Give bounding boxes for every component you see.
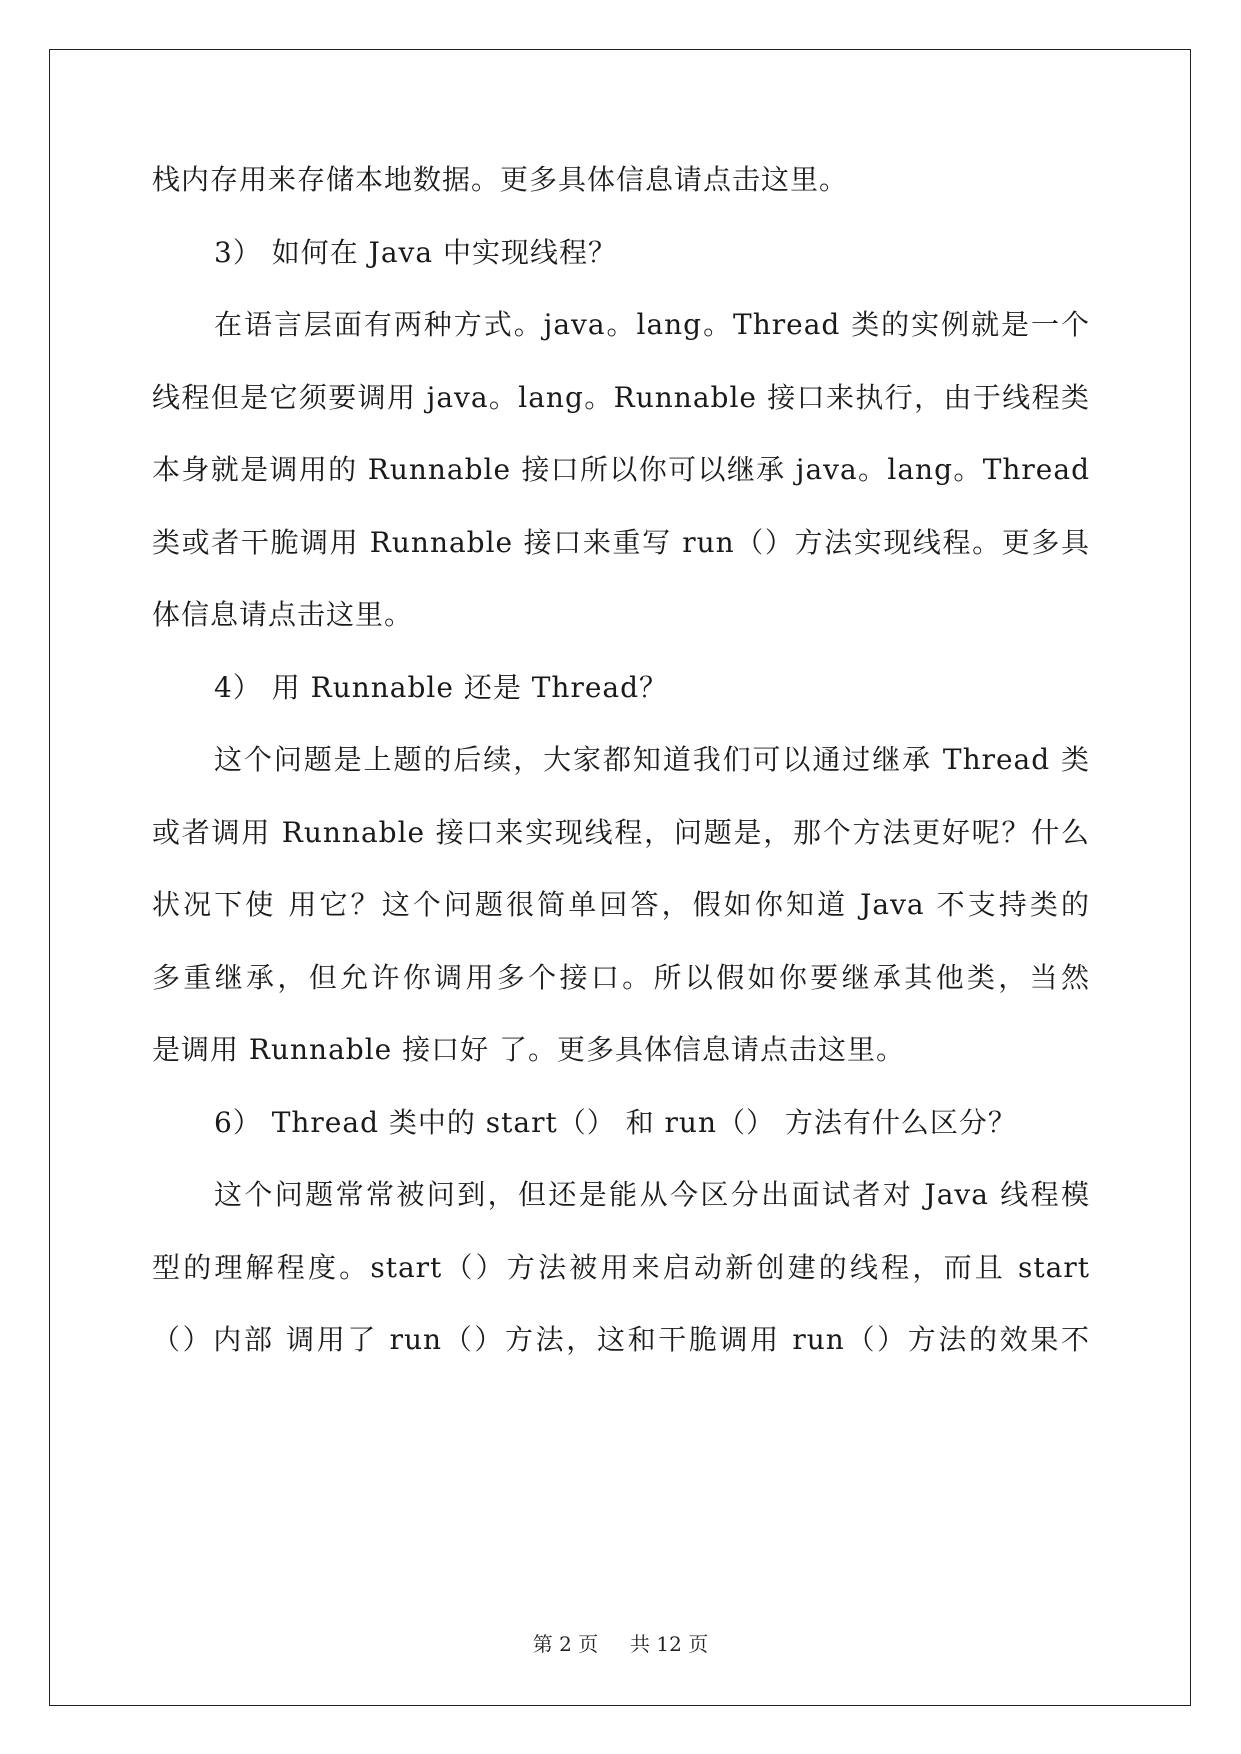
paragraph-line: 线程但是它须要调用 java。lang。Runnable 接口来执行，由于线程类 [152, 381, 1090, 414]
paragraph-line: （）内部 调用了 run（）方法，这和干脆调用 run（）方法的效果不 [152, 1323, 1090, 1356]
page-border [49, 49, 1191, 1706]
section-heading: 6） Thread 类中的 start（） 和 run（） 方法有什么区分？ [214, 1106, 1017, 1139]
page-total: 共 12 页 [630, 1632, 709, 1656]
page-footer [0, 1628, 1241, 1657]
paragraph-line: 是调用 Runnable 接口好 了。更多具体信息请点击这里。 [152, 1033, 906, 1066]
paragraph-line: 体信息请点击这里。 [152, 598, 414, 631]
paragraph-line: 类或者干脆调用 Runnable 接口来重写 run（）方法实现线程。更多具 [152, 526, 1090, 559]
section-heading: 3） 如何在 Java 中实现线程？ [214, 236, 617, 269]
paragraph-line: 状况下使 用它？这个问题很简单回答，假如你知道 Java 不支持类的 [152, 888, 1090, 921]
page-number: 第 2 页 [532, 1632, 599, 1656]
paragraph-line: 这个问题常常被问到，但还是能从今区分出面试者对 Java 线程模 [214, 1178, 1090, 1211]
section-heading: 4） 用 Runnable 还是 Thread？ [214, 671, 669, 704]
paragraph-line: 在语言层面有两种方式。java。lang。Thread 类的实例就是一个 [214, 308, 1090, 341]
paragraph-line: 多重继承，但允许你调用多个接口。所以假如你要继承其他类，当然 [152, 961, 1090, 994]
paragraph-line: 本身就是调用的 Runnable 接口所以你可以继承 java。lang。Thread [152, 453, 1090, 486]
paragraph-line: 或者调用 Runnable 接口来实现线程，问题是，那个方法更好呢？什么 [152, 816, 1090, 849]
paragraph-line: 型的理解程度。start（）方法被用来启动新创建的线程，而且 start [152, 1251, 1090, 1284]
paragraph-line: 这个问题是上题的后续，大家都知道我们可以通过继承 Thread 类 [214, 743, 1090, 776]
paragraph-line: 栈内存用来存储本地数据。更多具体信息请点击这里。 [152, 163, 849, 196]
